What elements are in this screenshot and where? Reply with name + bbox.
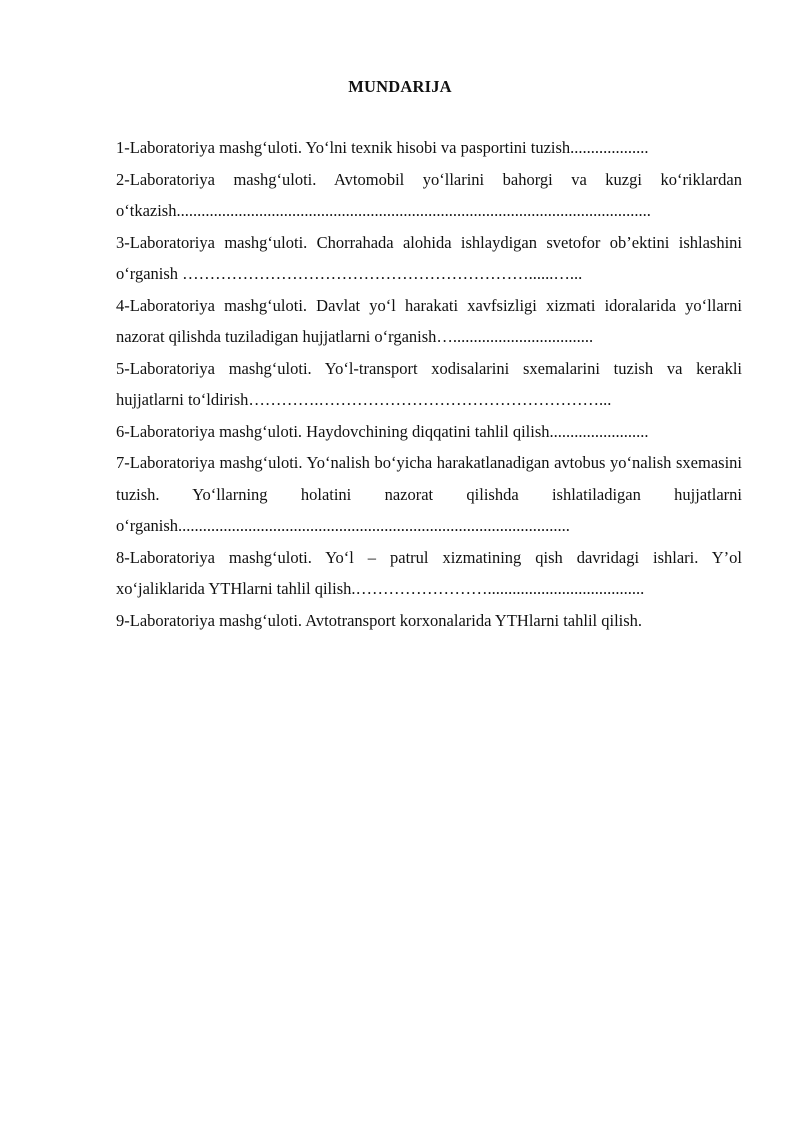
document-title: MUNDARIJA [348, 77, 452, 96]
toc-entry-4[interactable]: 4-Laboratoriya mashg‘uloti. Davlat yo‘l harakati xavfsizligi xizmati idoralarida yo‘llarni nazorat qilishda tuziladigan hujjatlarni o‘rganish….................................. [116, 295, 742, 346]
toc-entry-7[interactable]: 7-Laboratoriya mashg‘uloti. Yo‘nalish bo‘yicha harakatlanadigan avtobus yo‘nalish sxemasini tuzish. Yo‘llarning holatini nazorat qilishda ishlatiladigan hujjatlarni o‘rganish............................................................................................... [116, 453, 742, 535]
toc-entry-1[interactable]: 1-Laboratoriya mashg‘uloti. Yo‘lni texnik hisobi va pasportini tuzish................... [116, 138, 649, 157]
toc-entry-8[interactable]: 8-Laboratoriya mashg‘uloti. Yo‘l – patrul xizmatining qish davridagi ishlari. Y’ol xo‘jaliklarida YTHlarni tahlil qilish.……………………...................................... [116, 547, 742, 598]
toc-entry-9[interactable]: 9-Laboratoriya mashg‘uloti. Avtotransport korxonalarida YTHlarni tahlil qilish. [116, 610, 643, 630]
toc-entry-5[interactable]: 5-Laboratoriya mashg‘uloti. Yo‘l-transport xodisalarini sxemalarini tuzish va kerakli hujjatlarni to‘ldirish………….……………………………………………... [116, 358, 742, 409]
toc-entry-3[interactable]: 3-Laboratoriya mashg‘uloti. Chorrahada alohida ishlaydigan svetofor ob’ektini ishlashini o‘rganish ………………………………………………………......…... [116, 232, 742, 283]
toc-entry-2[interactable]: 2-Laboratoriya mashg‘uloti. Avtomobil yo‘llarini bahorgi va kuzgi ko‘riklardan o‘tkazish................................................................................................................... [116, 169, 742, 220]
table-of-contents [116, 132, 742, 636]
toc-entry-6[interactable]: 6-Laboratoriya mashg‘uloti. Haydovchining diqqatini tahlil qilish........................ [116, 421, 649, 441]
